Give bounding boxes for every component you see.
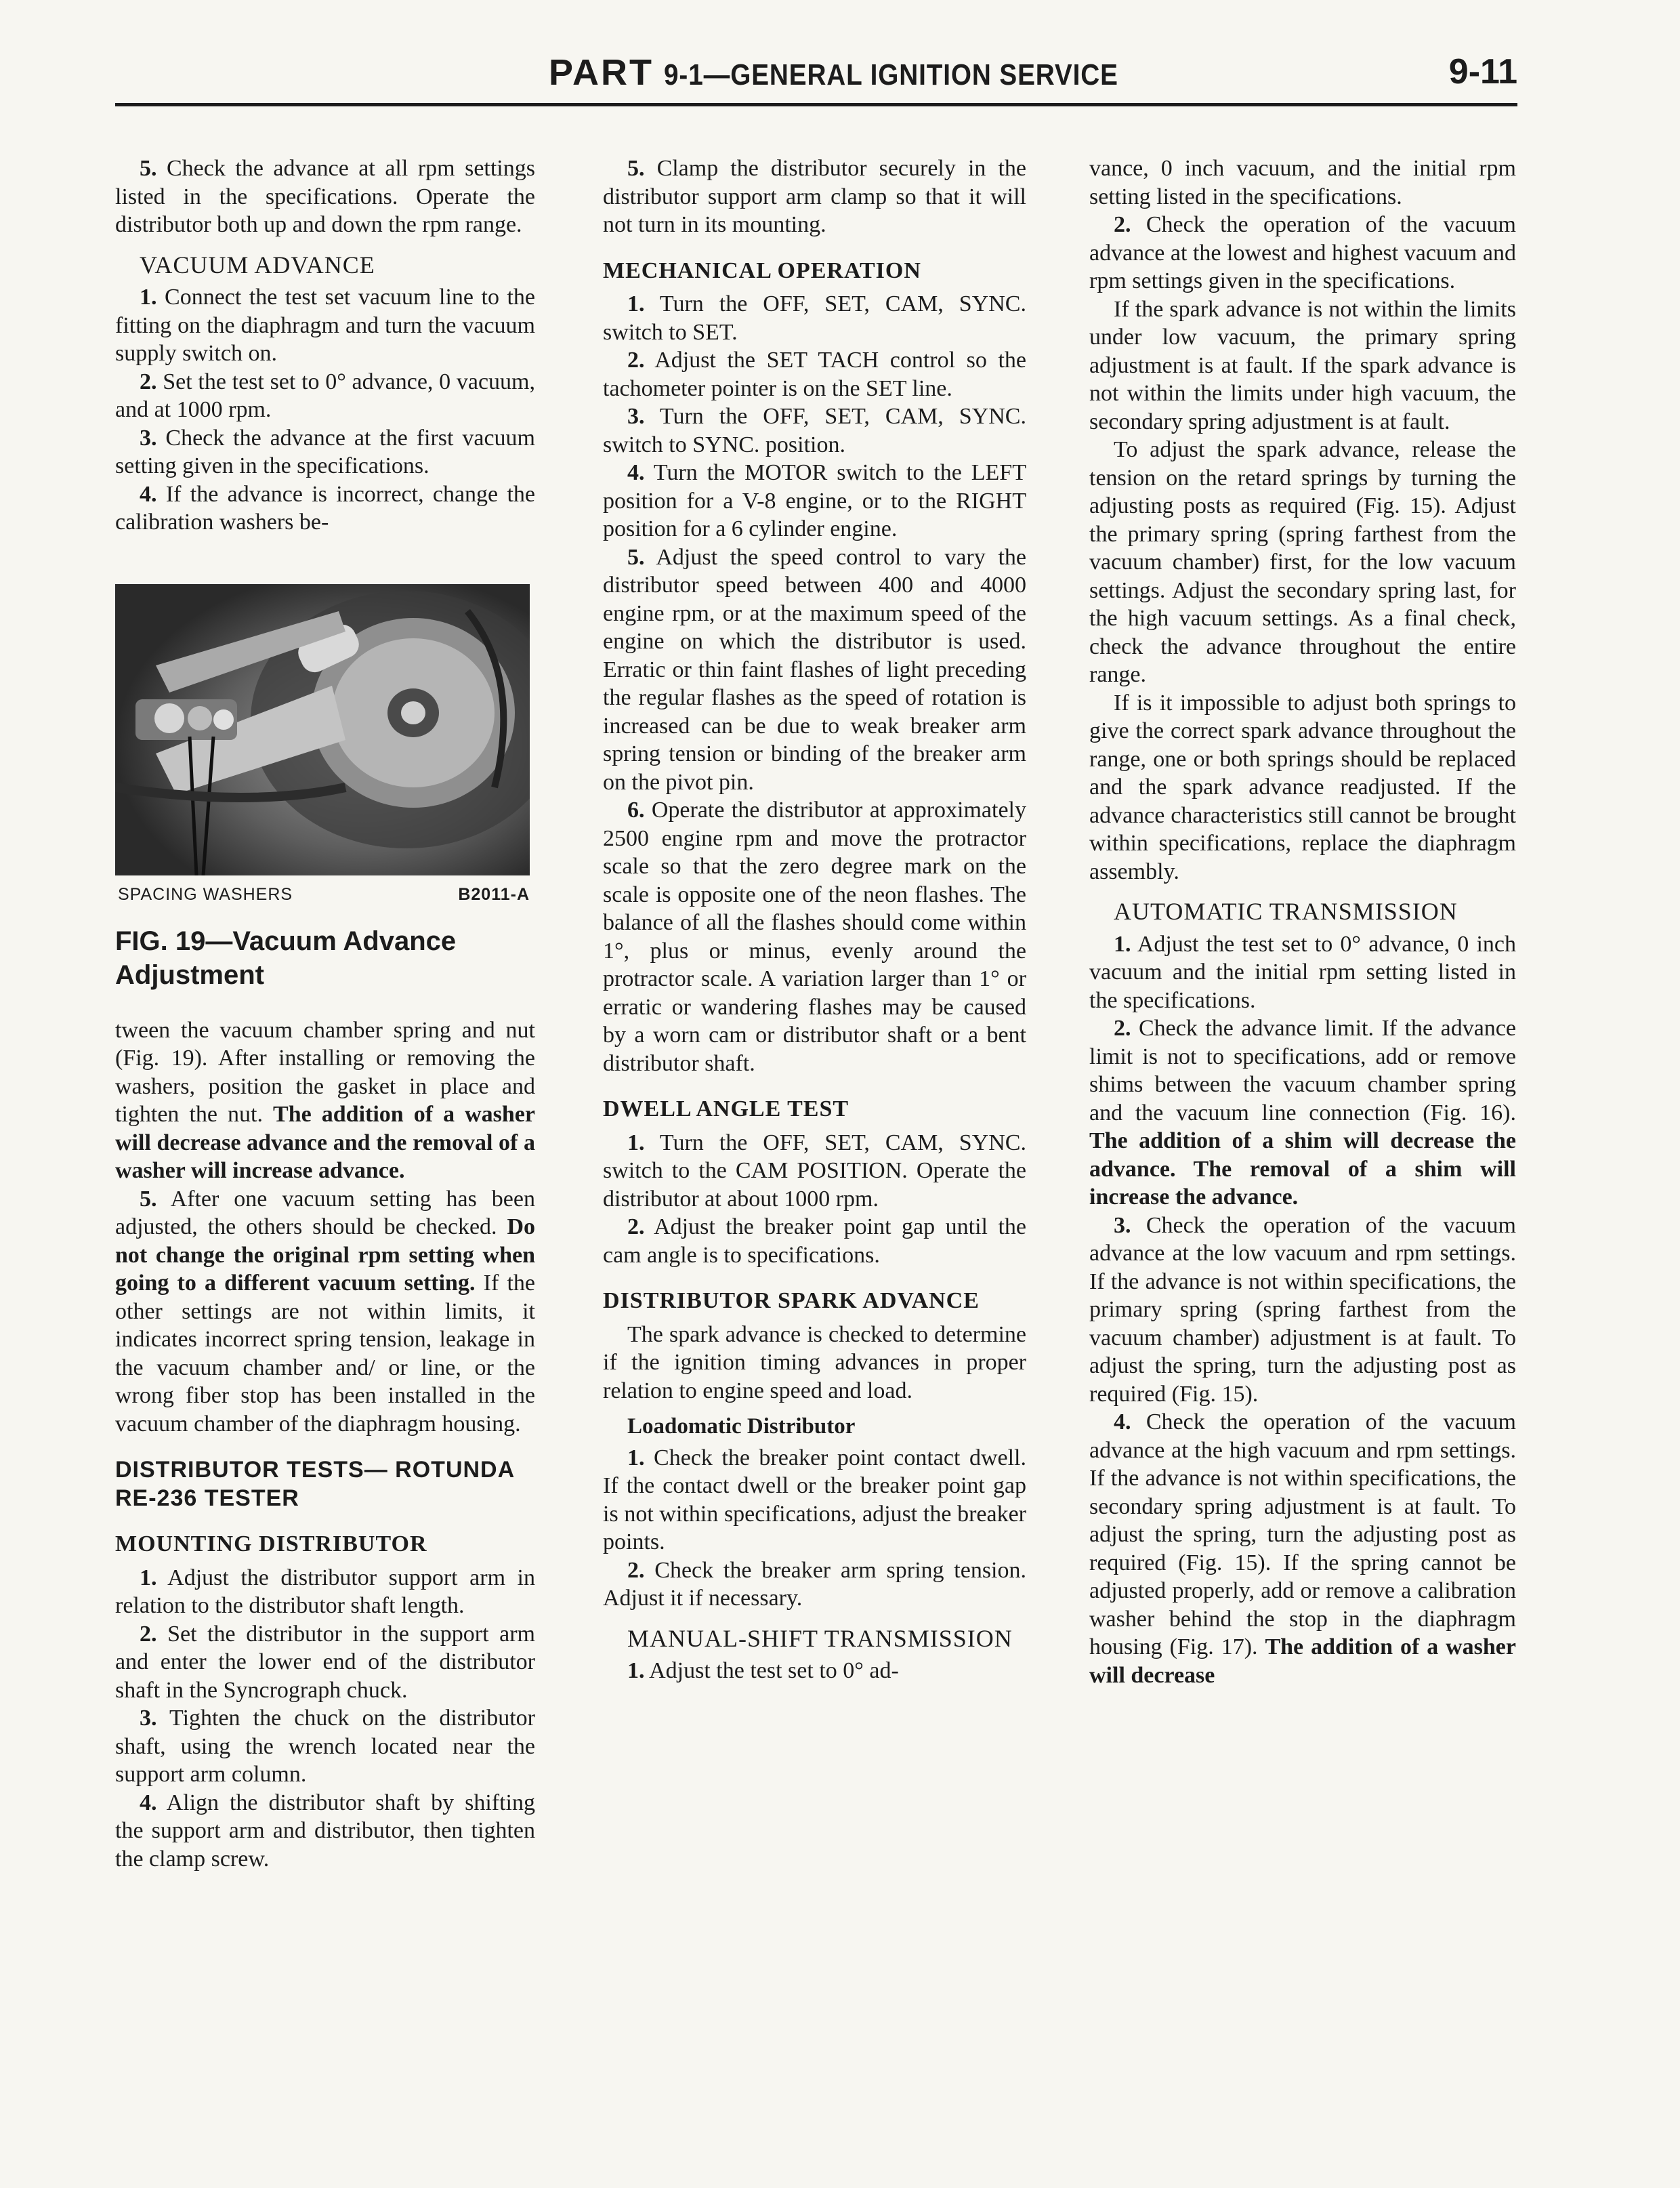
paragraph: The spark advance is checked to determine if the ignition timing advances in proper relation to engine speed and load. [603,1321,1026,1403]
step-item: 3. Check the operation of the vacuum advance at the low vacuum and rpm settings. If the advance is not within specifications, the primary spring (spring farthest from the vacuum chamber) adjustment is at fault. To adjust the spring, turn the adjusting post as required (Fig. 15). [1089,1212,1516,1407]
step-item: 2. Set the distributor in the support arm and enter the lower end of the distributor shaft in the Syncrograph chuck. [115,1621,535,1703]
step-item: 2. Check the breaker arm spring tension. Adjust it if necessary. [603,1557,1026,1611]
step-item: 3. Check the advance at the first vacuum setting given in the specifications. [115,425,535,478]
subheading-loadomatic-distributor: Loadomatic Distributor [627,1414,856,1439]
step-item: 4. Check the operation of the vacuum advance at the high vacuum and rpm settings. If the advance is not within specifications, the secondary spring adjustment is at fault. To adjust the spring, turn the adjusting post as required (Fig. 15). If the spring cannot be adjusted properly, add or remove a calibration washer behind the stop in the diaphragm housing (Fig. 17). The addition of a washer will decrease [1089,1409,1516,1688]
step-item: 6. Operate the distributor at approximately 2500 engine rpm and move the protractor scale so that the zero degree mark on the scale is opposite one of the neon flashes. The balance of all the flashes should come within 1°, plus or minus, evenly around the protractor scale. A variation larger than 1° or erratic or wandering flashes may be caused by a worn cam or distributor shaft or a bent distributor shaft. [603,798,1026,1076]
column-1 [115,154,535,1873]
step-item: 3. Tighten the chuck on the distributor shaft, using the wrench located near the support arm column. [115,1706,535,1787]
figure-vacuum-advance-photo [115,584,530,875]
part-title: 9-1—GENERAL IGNITION SERVICE [663,58,1118,91]
figure-caption-row [115,881,535,908]
paragraph: If the spark advance is not within the limits under low vacuum, the primary spring adjustment is at fault. If the spark advance is not within the limits under high vacuum, the secondary spring adjustment is at fault. [1089,296,1516,434]
paragraph: tween the vacuum chamber spring and nut (Fig. 19). After installing or removing the washers, position the gasket in place and tighten the nut. The addition of a washer will decrease advance and the removal of a washer will increase advance. [115,1017,535,1183]
section-heading-mounting-distributor: MOUNTING DISTRIBUTOR [115,1531,427,1556]
section-heading-distributor-spark-advance: DISTRIBUTOR SPARK ADVANCE [603,1288,980,1313]
step-item: 1. Connect the test set vacuum line to the fitting on the diaphragm and turn the vacuum supply switch on. [115,285,535,366]
column-2 [603,154,1026,1685]
section-heading-mechanical-operation: MECHANICAL OPERATION [603,257,921,283]
step-item: 2. Adjust the breaker point gap until the cam angle is to specifications. [603,1214,1026,1268]
section-heading-distributor-tests: DISTRIBUTOR TESTS— ROTUNDA RE-236 TESTER [115,1457,514,1511]
figure-code: B2011-A [458,884,530,904]
step-item: 1. Adjust the test set to 0° ad- [627,1658,899,1683]
step-item: 2. Check the advance limit. If the advance limit is not to specifications, add or remove shims between the vacuum chamber spring and the vacuum line connection (Fig. 16). The addition of a shim will decrease the advance. The removal of a shim will increase the advance. [1089,1016,1516,1210]
step-item: 2. Adjust the SET TACH control so the tachometer pointer is on the SET line. [603,348,1026,401]
distributor-photo [115,584,530,875]
step-item: 4. Align the distributor shaft by shifting the support arm and distributor, then tighten the clamp screw. [115,1790,535,1872]
step-item: 5. Clamp the distributor securely in the distributor support arm clamp so that it will not turn in its mounting. [603,156,1026,237]
step-item: 1. Check the breaker point contact dwell. If the contact dwell or the breaker point gap is not within specifications, adjust the breaker points. [603,1445,1026,1554]
column-3 [1089,154,1516,1689]
section-heading-vacuum-advance: VACUUM ADVANCE [140,251,375,278]
paragraph: 5. Check the advance at all rpm settings listed in the specifications. Operate the distributor both up and down the rpm range. [115,156,535,237]
step-item: 1. Turn the OFF, SET, CAM, SYNC. switch to the CAM POSITION. Operate the distributor at about 1000 rpm. [603,1130,1026,1212]
paragraph: If is it impossible to adjust both springs to give the correct spark advance throughout the range, one or both springs should be replaced and the spark advance readjusted. If the advance characteristics still cannot be brought within specifications, replace the diaphragm assembly. [1089,690,1516,884]
section-heading-manual-shift-transmission: MANUAL-SHIFT TRANSMISSION [627,1624,1013,1652]
step-item: 4. If the advance is incorrect, change the calibration washers be- [115,481,535,535]
step-item: 4. Turn the MOTOR switch to the LEFT position for a V-8 engine, or to the RIGHT position for a 6 cylinder engine. [603,460,1026,541]
step-item: 1. Turn the OFF, SET, CAM, SYNC. switch to SET. [603,291,1026,345]
paragraph: vance, 0 inch vacuum, and the initial rpm setting listed in the specifications. [1089,156,1516,209]
figure-title: FIG. 19—Vacuum Advance Adjustment [115,926,457,990]
page-number: 9-11 [1448,52,1517,91]
paragraph: To adjust the spark advance, release the tension on the retard springs by turning the adjusting posts as required (Fig. 15). Adjust the primary spring (spring farthest from the vacuum chamber) first, for the low vacuum settings. Adjust the secondary spring last, for the high vacuum settings. As a final check, check the advance throughout the entire range. [1089,437,1516,687]
step-item: 5. Adjust the speed control to vary the distributor speed between 400 and 4000 engine rpm, or at the maximum speed of the engine on which the distributor is used. Erratic or thin faint flashes of light preceding the regular flashes as the speed of rotation is increased can be due to weak breaker arm spring tension or binding of the breaker arm on the pivot pin. [603,544,1026,795]
step-item: 3. Turn the OFF, SET, CAM, SYNC. switch to SYNC. position. [603,404,1026,457]
step-item: 2. Check the operation of the vacuum advance at the lowest and highest vacuum and rpm settings given in the specifications. [1089,212,1516,293]
figure-label: SPACING WASHERS [118,884,293,904]
page-header [115,49,1517,106]
section-heading-automatic-transmission: AUTOMATIC TRANSMISSION [1114,898,1458,925]
step-item: 5. After one vacuum setting has been adjusted, the others should be checked. Do not change the original rpm setting when going to a different vacuum setting. If the other settings are not within limits, it indicates incorrect spring tension, leakage in the vacuum chamber and/ or line, or the wrong fiber stop has been installed in the vacuum chamber of the diaphragm housing. [115,1186,536,1437]
page-title [549,51,1180,94]
part-label: PART [549,52,654,93]
step-item: 1. Adjust the distributor support arm in relation to the distributor shaft length. [115,1565,535,1618]
step-item: 2. Set the test set to 0° advance, 0 vacuum, and at 1000 rpm. [115,369,535,422]
section-heading-dwell-angle-test: DWELL ANGLE TEST [603,1096,849,1121]
step-item: 1. Adjust the test set to 0° advance, 0 inch vacuum and the initial rpm setting listed in the specifications. [1089,931,1516,1013]
